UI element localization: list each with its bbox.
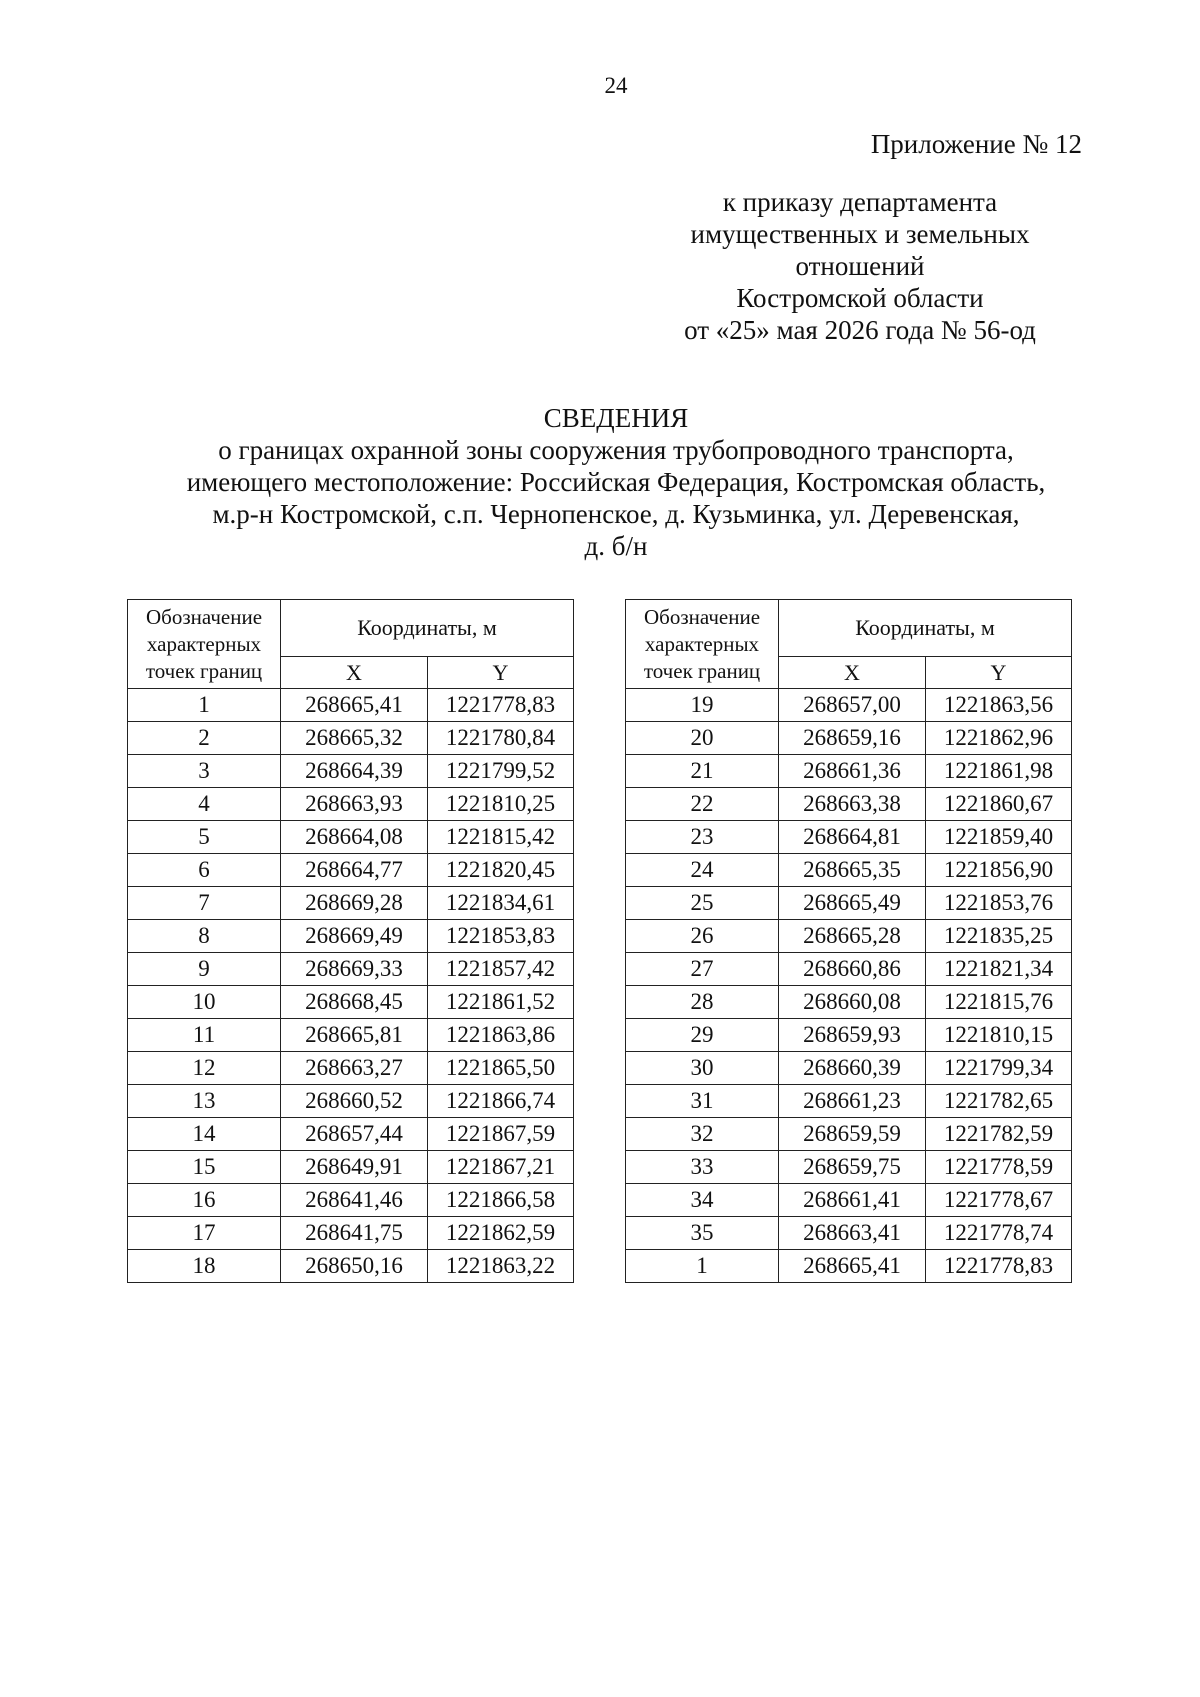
x-coordinate-cell: 268665,49 — [779, 887, 926, 920]
y-coordinate-cell: 1221853,83 — [428, 920, 574, 953]
y-coordinate-cell: 1221853,76 — [926, 887, 1072, 920]
document-heading — [0, 402, 1200, 562]
table-row — [128, 1118, 574, 1151]
point-number-cell: 31 — [626, 1085, 779, 1118]
table-row — [626, 1250, 1072, 1283]
document-title: СВЕДЕНИЯ — [543, 403, 689, 433]
point-number-cell: 7 — [128, 887, 281, 920]
table-row — [128, 1217, 574, 1250]
x-header: X — [281, 657, 428, 689]
point-number-cell: 2 — [128, 722, 281, 755]
table-row — [128, 1250, 574, 1283]
x-coordinate-cell: 268669,33 — [281, 953, 428, 986]
y-header: Y — [428, 657, 574, 689]
table-row — [626, 755, 1072, 788]
order-date-line: от «25» мая 2026 года № 56-од — [684, 315, 1036, 345]
coordinates-table — [127, 599, 574, 1283]
order-line: к приказу департамента — [722, 187, 998, 217]
x-coordinate-cell: 268661,23 — [779, 1085, 926, 1118]
x-coordinate-cell: 268660,08 — [779, 986, 926, 1019]
point-number-cell: 32 — [626, 1118, 779, 1151]
point-number-cell: 21 — [626, 755, 779, 788]
x-coordinate-cell: 268660,86 — [779, 953, 926, 986]
table-row — [626, 1118, 1072, 1151]
point-number-cell: 29 — [626, 1019, 779, 1052]
point-number-cell: 15 — [128, 1151, 281, 1184]
point-number-cell: 16 — [128, 1184, 281, 1217]
point-column-header — [128, 600, 281, 689]
table-row — [128, 854, 574, 887]
x-coordinate-cell: 268664,08 — [281, 821, 428, 854]
coordinates-table-right — [625, 599, 1072, 1283]
table-row — [626, 689, 1072, 722]
y-coordinate-cell: 1221867,59 — [428, 1118, 574, 1151]
y-coordinate-cell: 1221782,59 — [926, 1118, 1072, 1151]
y-coordinate-cell: 1221866,74 — [428, 1085, 574, 1118]
coordinates-table-left — [127, 599, 574, 1283]
point-number-cell: 33 — [626, 1151, 779, 1184]
point-number-cell: 18 — [128, 1250, 281, 1283]
y-coordinate-cell: 1221861,98 — [926, 755, 1072, 788]
point-number-cell: 14 — [128, 1118, 281, 1151]
y-coordinate-cell: 1221863,86 — [428, 1019, 574, 1052]
y-coordinate-cell: 1221815,42 — [428, 821, 574, 854]
table-row — [128, 986, 574, 1019]
y-coordinate-cell: 1221835,25 — [926, 920, 1072, 953]
x-coordinate-cell: 268650,16 — [281, 1250, 428, 1283]
y-header: Y — [926, 657, 1072, 689]
y-coordinate-cell: 1221861,52 — [428, 986, 574, 1019]
y-coordinate-cell: 1221857,42 — [428, 953, 574, 986]
x-coordinate-cell: 268665,41 — [779, 1250, 926, 1283]
point-number-cell: 35 — [626, 1217, 779, 1250]
point-number-cell: 12 — [128, 1052, 281, 1085]
point-number-cell: 3 — [128, 755, 281, 788]
table-row — [626, 1052, 1072, 1085]
x-coordinate-cell: 268659,93 — [779, 1019, 926, 1052]
y-coordinate-cell: 1221859,40 — [926, 821, 1072, 854]
table-row — [626, 887, 1072, 920]
table-row — [626, 821, 1072, 854]
x-coordinate-cell: 268641,75 — [281, 1217, 428, 1250]
point-number-cell: 11 — [128, 1019, 281, 1052]
point-number-cell: 22 — [626, 788, 779, 821]
table-row — [128, 689, 574, 722]
point-number-cell: 9 — [128, 953, 281, 986]
y-coordinate-cell: 1221815,76 — [926, 986, 1072, 1019]
point-number-cell: 1 — [128, 689, 281, 722]
table-row — [128, 821, 574, 854]
point-number-cell: 8 — [128, 920, 281, 953]
point-number-cell: 20 — [626, 722, 779, 755]
x-coordinate-cell: 268659,75 — [779, 1151, 926, 1184]
y-coordinate-cell: 1221821,34 — [926, 953, 1072, 986]
y-coordinate-cell: 1221799,52 — [428, 755, 574, 788]
table-row — [128, 887, 574, 920]
x-coordinate-cell: 268661,36 — [779, 755, 926, 788]
x-coordinate-cell: 268660,39 — [779, 1052, 926, 1085]
coordinates-table — [625, 599, 1072, 1283]
y-coordinate-cell: 1221834,61 — [428, 887, 574, 920]
header-text: точек границ — [643, 658, 761, 683]
x-coordinate-cell: 268665,32 — [281, 722, 428, 755]
y-coordinate-cell: 1221862,59 — [428, 1217, 574, 1250]
point-number-cell: 13 — [128, 1085, 281, 1118]
heading-line: о границах охранной зоны сооружения трубопроводного транспорта, — [218, 435, 1014, 465]
point-number-cell: 5 — [128, 821, 281, 854]
table-row — [626, 854, 1072, 887]
table-row — [128, 920, 574, 953]
page-number: 24 — [604, 73, 628, 98]
coordinates-header: Координаты, м — [281, 600, 574, 657]
table-row — [626, 1151, 1072, 1184]
point-number-cell: 19 — [626, 689, 779, 722]
point-number-cell: 25 — [626, 887, 779, 920]
table-row — [626, 1184, 1072, 1217]
x-coordinate-cell: 268657,00 — [779, 689, 926, 722]
y-coordinate-cell: 1221867,21 — [428, 1151, 574, 1184]
y-coordinate-cell: 1221778,83 — [428, 689, 574, 722]
y-coordinate-cell: 1221778,74 — [926, 1217, 1072, 1250]
point-number-cell: 23 — [626, 821, 779, 854]
y-coordinate-cell: 1221780,84 — [428, 722, 574, 755]
coordinates-header: Координаты, м — [779, 600, 1072, 657]
point-column-header — [626, 600, 779, 689]
point-number-cell: 10 — [128, 986, 281, 1019]
y-coordinate-cell: 1221863,22 — [428, 1250, 574, 1283]
table-row — [128, 755, 574, 788]
order-reference — [640, 186, 1080, 346]
table-row — [128, 1019, 574, 1052]
table-row — [128, 788, 574, 821]
x-coordinate-cell: 268661,41 — [779, 1184, 926, 1217]
point-number-cell: 24 — [626, 854, 779, 887]
x-coordinate-cell: 268659,16 — [779, 722, 926, 755]
x-coordinate-cell: 268669,49 — [281, 920, 428, 953]
x-coordinate-cell: 268665,41 — [281, 689, 428, 722]
table-row — [626, 920, 1072, 953]
table-row — [128, 1052, 574, 1085]
order-line: Костромской области — [736, 283, 984, 313]
x-coordinate-cell: 268664,39 — [281, 755, 428, 788]
x-coordinate-cell: 268664,81 — [779, 821, 926, 854]
y-coordinate-cell: 1221810,25 — [428, 788, 574, 821]
y-coordinate-cell: 1221799,34 — [926, 1052, 1072, 1085]
y-coordinate-cell: 1221863,56 — [926, 689, 1072, 722]
header-text: характерных — [644, 631, 760, 656]
point-number-cell: 34 — [626, 1184, 779, 1217]
table-row — [128, 1151, 574, 1184]
point-number-cell: 26 — [626, 920, 779, 953]
point-number-cell: 30 — [626, 1052, 779, 1085]
table-row — [626, 1217, 1072, 1250]
table-row — [626, 986, 1072, 1019]
table-row — [128, 953, 574, 986]
x-coordinate-cell: 268663,93 — [281, 788, 428, 821]
header-text: характерных — [146, 631, 262, 656]
x-coordinate-cell: 268669,28 — [281, 887, 428, 920]
heading-line: имеющего местоположение: Российская Федерация, Костромская область, — [186, 467, 1046, 497]
table-row — [626, 722, 1072, 755]
x-coordinate-cell: 268657,44 — [281, 1118, 428, 1151]
x-coordinate-cell: 268660,52 — [281, 1085, 428, 1118]
x-coordinate-cell: 268663,38 — [779, 788, 926, 821]
x-coordinate-cell: 268664,77 — [281, 854, 428, 887]
x-coordinate-cell: 268665,28 — [779, 920, 926, 953]
y-coordinate-cell: 1221778,83 — [926, 1250, 1072, 1283]
y-coordinate-cell: 1221862,96 — [926, 722, 1072, 755]
table-row — [626, 1085, 1072, 1118]
table-body — [128, 689, 574, 1283]
y-coordinate-cell: 1221782,65 — [926, 1085, 1072, 1118]
x-coordinate-cell: 268663,41 — [779, 1217, 926, 1250]
x-coordinate-cell: 268668,45 — [281, 986, 428, 1019]
point-number-cell: 17 — [128, 1217, 281, 1250]
point-number-cell: 4 — [128, 788, 281, 821]
table-row — [626, 788, 1072, 821]
point-number-cell: 27 — [626, 953, 779, 986]
point-number-cell: 6 — [128, 854, 281, 887]
y-coordinate-cell: 1221778,59 — [926, 1151, 1072, 1184]
header-text: Обозначение — [145, 604, 263, 629]
point-number-cell: 1 — [626, 1250, 779, 1283]
x-header: X — [779, 657, 926, 689]
header-text: Обозначение — [643, 604, 761, 629]
appendix-title: Приложение № 12 — [870, 129, 1082, 159]
y-coordinate-cell: 1221856,90 — [926, 854, 1072, 887]
order-line: отношений — [795, 251, 925, 281]
heading-line: м.р-н Костромской, с.п. Чернопенское, д. Кузьминка, ул. Деревенская, — [212, 499, 1020, 529]
y-coordinate-cell: 1221820,45 — [428, 854, 574, 887]
x-coordinate-cell: 268649,91 — [281, 1151, 428, 1184]
point-number-cell: 28 — [626, 986, 779, 1019]
x-coordinate-cell: 268641,46 — [281, 1184, 428, 1217]
y-coordinate-cell: 1221865,50 — [428, 1052, 574, 1085]
table-row — [128, 722, 574, 755]
y-coordinate-cell: 1221860,67 — [926, 788, 1072, 821]
table-body — [626, 689, 1072, 1283]
order-line: имущественных и земельных — [690, 219, 1030, 249]
table-row — [626, 1019, 1072, 1052]
x-coordinate-cell: 268665,35 — [779, 854, 926, 887]
x-coordinate-cell: 268663,27 — [281, 1052, 428, 1085]
table-row — [626, 953, 1072, 986]
y-coordinate-cell: 1221778,67 — [926, 1184, 1072, 1217]
table-row — [128, 1085, 574, 1118]
table-row — [128, 1184, 574, 1217]
y-coordinate-cell: 1221810,15 — [926, 1019, 1072, 1052]
heading-line: д. б/н — [584, 531, 648, 561]
y-coordinate-cell: 1221866,58 — [428, 1184, 574, 1217]
x-coordinate-cell: 268665,81 — [281, 1019, 428, 1052]
header-text: точек границ — [145, 658, 263, 683]
x-coordinate-cell: 268659,59 — [779, 1118, 926, 1151]
